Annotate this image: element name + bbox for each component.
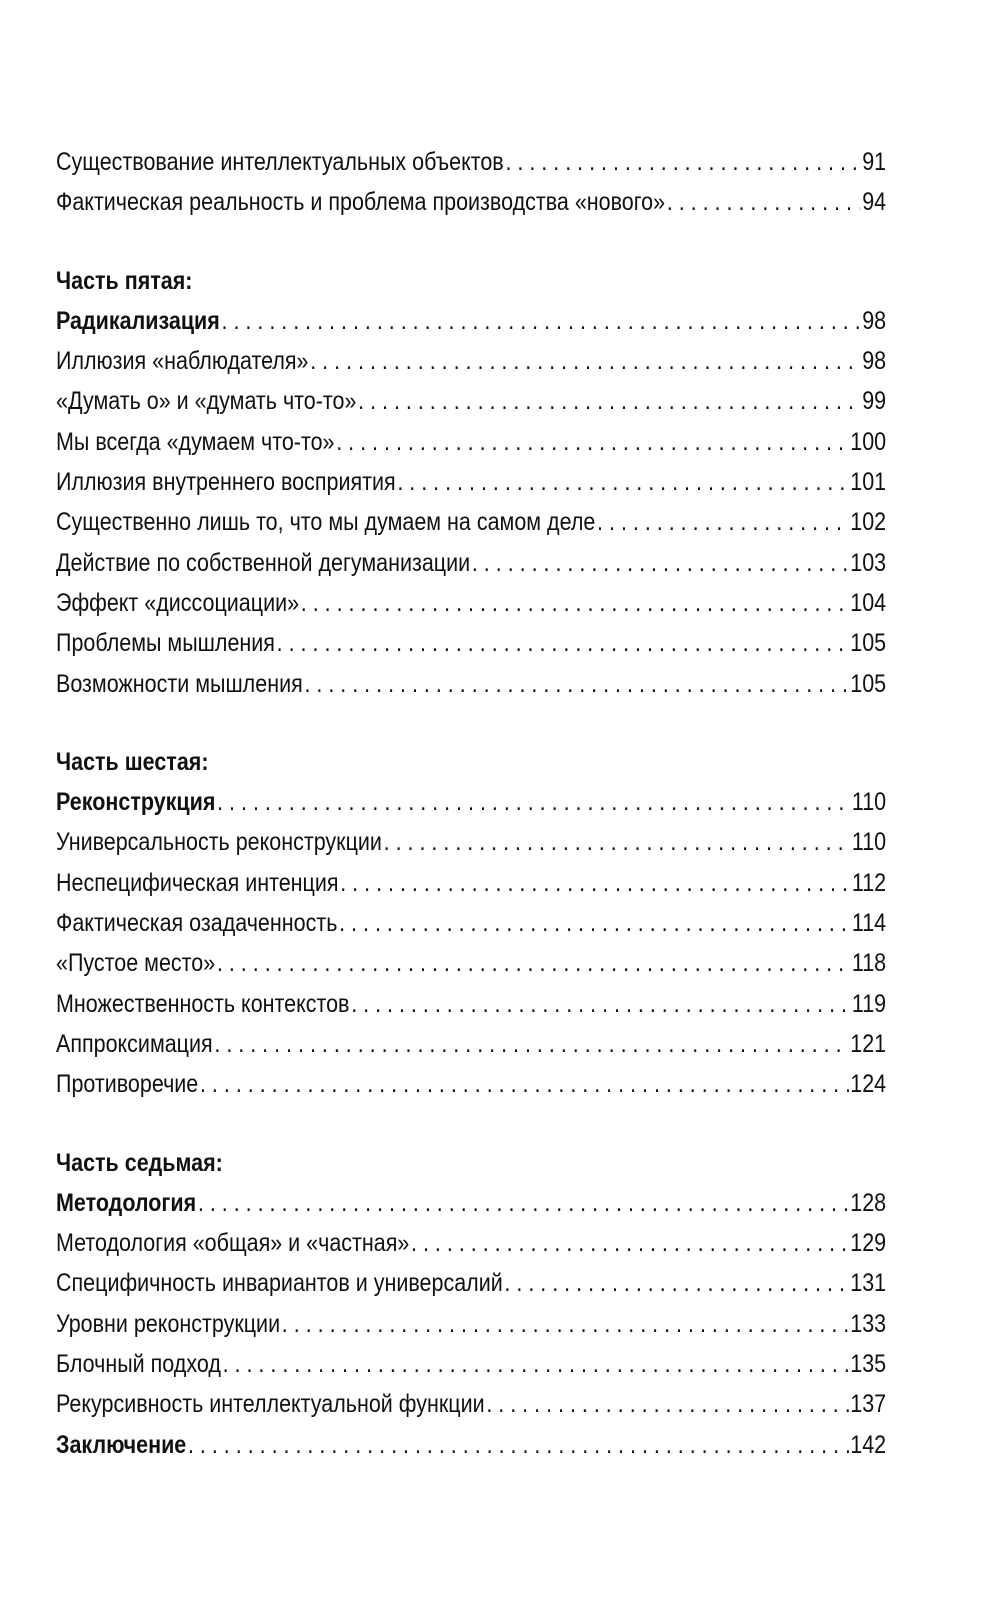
toc-entry-title: Заключение bbox=[56, 1430, 187, 1459]
toc-section bbox=[56, 261, 886, 704]
toc-entry-title: Методология «общая» и «частная» bbox=[56, 1229, 410, 1258]
toc-entry[interactable] bbox=[56, 1344, 886, 1384]
toc-entry[interactable] bbox=[56, 623, 886, 663]
toc-entry-title: Аппроксимация bbox=[56, 1029, 213, 1058]
toc-entry-page: 128 bbox=[850, 1188, 887, 1217]
toc-entry-page: 124 bbox=[850, 1070, 887, 1099]
dot-leader bbox=[504, 1263, 848, 1303]
toc-entry-page: 131 bbox=[850, 1269, 887, 1298]
dot-leader bbox=[304, 664, 848, 704]
toc-entry-page: 105 bbox=[850, 669, 887, 698]
toc-entry-title: Возможности мышления bbox=[56, 669, 303, 698]
part-heading: Часть пятая: bbox=[56, 266, 193, 295]
toc-entry-page: 105 bbox=[850, 629, 887, 658]
toc-entry-page: 99 bbox=[862, 387, 887, 416]
dot-leader bbox=[336, 422, 848, 462]
toc-entry[interactable] bbox=[56, 182, 886, 222]
toc-entry-title: Эффект «диссоциации» bbox=[56, 588, 300, 617]
dot-leader bbox=[310, 341, 860, 381]
dot-leader bbox=[384, 822, 850, 862]
toc-entry-title: Неспецифическая интенция bbox=[56, 868, 339, 897]
toc-entry[interactable] bbox=[56, 583, 886, 623]
toc-entry[interactable] bbox=[56, 462, 886, 502]
toc-entry[interactable] bbox=[56, 903, 886, 943]
toc-entry-title: Специфичность инвариантов и универсалий bbox=[56, 1269, 503, 1298]
part-heading: Часть шестая: bbox=[56, 747, 209, 776]
toc-entry[interactable] bbox=[56, 782, 886, 822]
dot-leader bbox=[200, 1064, 849, 1104]
dot-leader bbox=[505, 142, 860, 182]
toc-entry-title: Действие по собственной дегуманизации bbox=[56, 548, 471, 577]
dot-leader bbox=[339, 903, 850, 943]
dot-leader bbox=[214, 1024, 848, 1064]
toc-entry-title: Иллюзия «наблюдателя» bbox=[56, 347, 309, 376]
toc-entry-page: 110 bbox=[851, 788, 887, 817]
toc-section bbox=[56, 742, 886, 1105]
toc-entry-title: Проблемы мышления bbox=[56, 629, 275, 658]
toc-entry[interactable] bbox=[56, 543, 886, 583]
dot-leader bbox=[282, 1304, 849, 1344]
toc-entry[interactable] bbox=[56, 664, 886, 704]
toc-entry-title: Существование интеллектуальных объектов bbox=[56, 148, 504, 176]
toc-entry-page: 118 bbox=[851, 949, 887, 978]
toc-entry-page: 110 bbox=[851, 828, 887, 857]
toc-entry-page: 121 bbox=[850, 1029, 887, 1058]
toc-entry-title: Уровни реконструкции bbox=[56, 1309, 281, 1338]
toc-entry[interactable] bbox=[56, 422, 886, 462]
toc-entry[interactable] bbox=[56, 142, 886, 182]
toc-entry[interactable] bbox=[56, 984, 886, 1024]
toc-entry-title: Фактическая озадаченность bbox=[56, 909, 338, 938]
toc-entry[interactable] bbox=[56, 1183, 886, 1223]
toc-entry[interactable] bbox=[56, 943, 886, 983]
toc-entry-title: Фактическая реальность и проблема производства «нового» bbox=[56, 188, 666, 217]
dot-leader bbox=[277, 623, 849, 663]
toc-entry-page: 114 bbox=[851, 909, 887, 938]
toc-entry[interactable] bbox=[56, 1024, 886, 1064]
dot-leader bbox=[217, 782, 850, 822]
toc-entry-title: Существенно лишь то, что мы думаем на самом деле bbox=[56, 508, 596, 537]
toc-entry-page: 142 bbox=[850, 1430, 887, 1459]
toc-entry[interactable] bbox=[56, 1384, 886, 1424]
dot-leader bbox=[351, 984, 850, 1024]
toc-entry-title: «Пустое место» bbox=[56, 949, 216, 978]
toc-entry-page: 119 bbox=[851, 989, 887, 1018]
dot-leader bbox=[222, 301, 861, 341]
toc-entry-page: 91 bbox=[862, 148, 887, 176]
dot-leader bbox=[217, 943, 850, 983]
part-heading: Часть седьмая: bbox=[56, 1148, 223, 1177]
dot-leader bbox=[667, 182, 861, 222]
toc-entry-page: 129 bbox=[850, 1229, 887, 1258]
toc-section bbox=[56, 142, 886, 223]
dot-leader bbox=[188, 1425, 849, 1465]
toc-entry-title: Множественность контекстов bbox=[56, 989, 350, 1018]
toc-entry-page: 100 bbox=[850, 427, 887, 456]
toc-entry[interactable] bbox=[56, 1223, 886, 1263]
toc-entry-page: 98 bbox=[862, 347, 887, 376]
toc-entry-page: 94 bbox=[862, 188, 887, 217]
dot-leader bbox=[597, 502, 848, 542]
toc-entry-title: «Думать о» и «думать что-то» bbox=[56, 387, 357, 416]
toc-entry-page: 133 bbox=[850, 1309, 887, 1338]
dot-leader bbox=[223, 1344, 849, 1384]
dot-leader bbox=[486, 1384, 848, 1424]
dot-leader bbox=[358, 381, 860, 421]
dot-leader bbox=[340, 863, 850, 903]
toc-entry[interactable] bbox=[56, 822, 886, 862]
toc-entry-title: Универсальность реконструкции bbox=[56, 828, 382, 857]
toc-entry-page: 137 bbox=[850, 1390, 887, 1419]
toc-entry[interactable] bbox=[56, 1425, 886, 1465]
toc-entry[interactable] bbox=[56, 863, 886, 903]
toc-entry-page: 103 bbox=[850, 548, 887, 577]
toc-entry-title: Реконструкция bbox=[56, 788, 216, 817]
toc-entry-page: 135 bbox=[850, 1350, 887, 1379]
toc-entry[interactable] bbox=[56, 301, 886, 341]
toc-section bbox=[56, 1143, 886, 1465]
toc-entry-title: Противоречие bbox=[56, 1070, 199, 1099]
toc-entry[interactable] bbox=[56, 1263, 886, 1303]
dot-leader bbox=[397, 462, 848, 502]
toc-entry[interactable] bbox=[56, 1064, 886, 1104]
toc-entry-title: Рекурсивность интеллектуальной функции bbox=[56, 1390, 485, 1419]
toc-entry-page: 101 bbox=[850, 468, 887, 497]
toc-entry-page: 104 bbox=[850, 588, 887, 617]
dot-leader bbox=[198, 1183, 849, 1223]
toc-entry[interactable] bbox=[56, 381, 886, 421]
toc-entry-title: Мы всегда «думаем что-то» bbox=[56, 427, 335, 456]
toc-entry-page: 112 bbox=[851, 868, 887, 897]
toc-entry[interactable] bbox=[56, 502, 886, 542]
toc-entry-page: 102 bbox=[850, 508, 887, 537]
toc-entry[interactable] bbox=[56, 1304, 886, 1344]
toc-entry-title: Методология bbox=[56, 1188, 197, 1217]
dot-leader bbox=[301, 583, 849, 623]
toc-entry-title: Радикализация bbox=[56, 306, 220, 335]
toc-entry-title: Блочный подход bbox=[56, 1350, 221, 1379]
dot-leader bbox=[472, 543, 849, 583]
table-of-contents bbox=[56, 142, 886, 1465]
toc-entry-page: 98 bbox=[862, 306, 887, 335]
dot-leader bbox=[411, 1223, 849, 1263]
toc-entry-title: Иллюзия внутреннего восприятия bbox=[56, 468, 396, 497]
toc-entry[interactable] bbox=[56, 341, 886, 381]
